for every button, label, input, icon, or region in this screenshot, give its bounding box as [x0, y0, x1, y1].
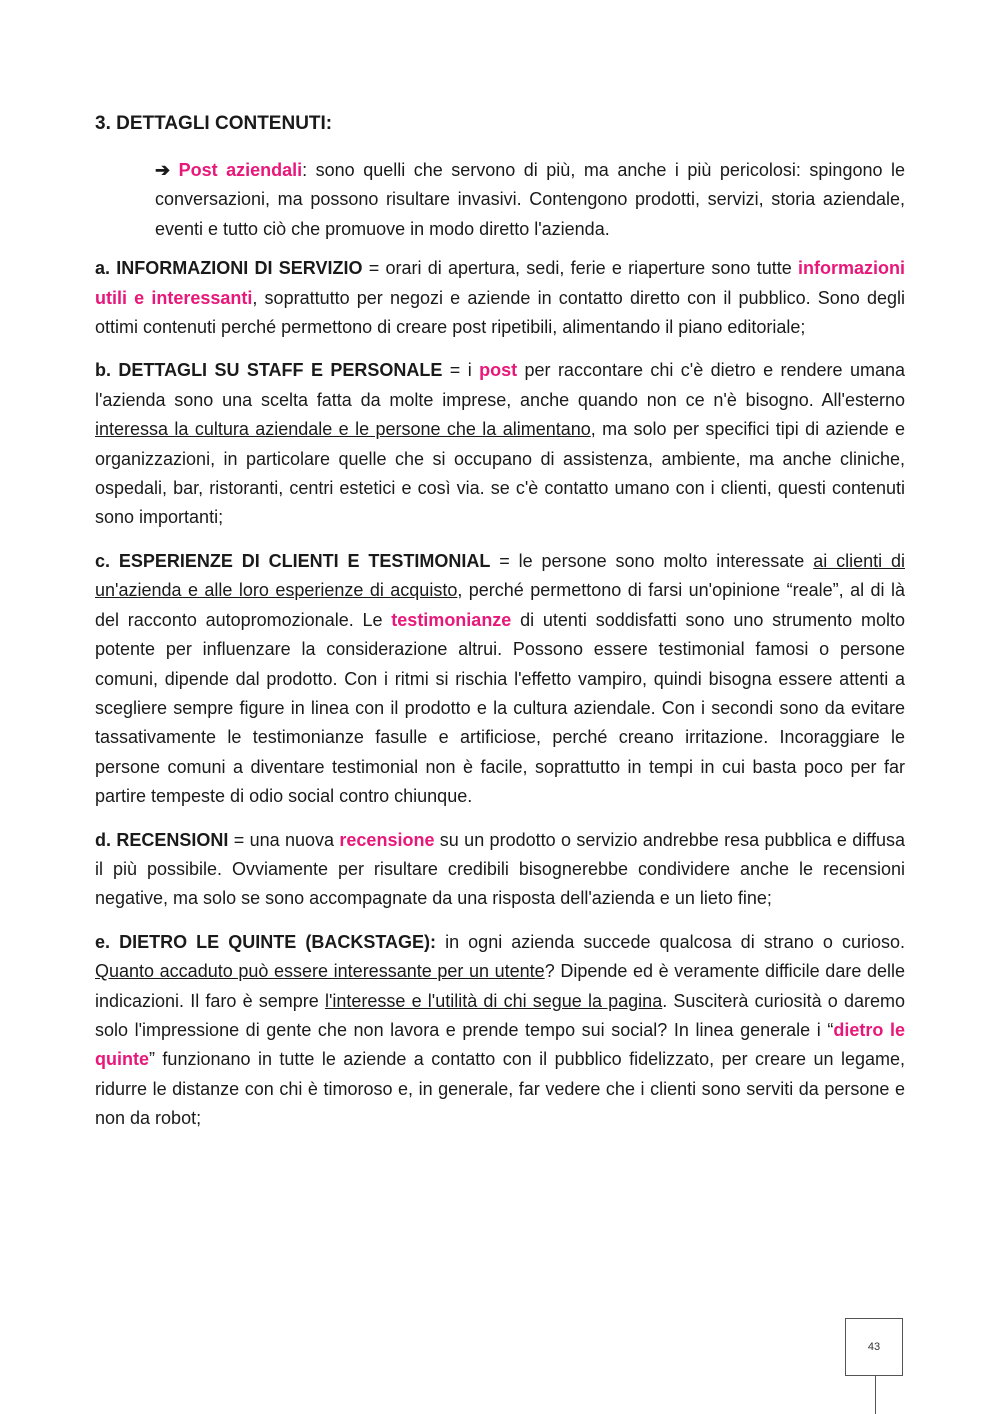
- page-number-divider: [875, 1376, 876, 1414]
- paragraph-d-title: d. RECENSIONI: [95, 829, 229, 850]
- section-title: 3. DETTAGLI CONTENUTI:: [95, 113, 333, 134]
- paragraph-a: [95, 254, 905, 342]
- paragraph-d-text-1: = una nuova: [228, 829, 340, 850]
- page-number-box: [845, 1318, 903, 1376]
- paragraph-b: [95, 356, 905, 532]
- paragraph-b-title: b. DETTAGLI SU STAFF E PERSONALE: [95, 360, 443, 381]
- paragraph-c-title: c. ESPERIENZE DI CLIENTI E TESTIMONIAL: [95, 550, 491, 571]
- paragraph-e-title: e. DIETRO LE QUINTE (BACKSTAGE):: [95, 931, 436, 952]
- paragraph-c-highlight: testimonianze: [391, 609, 512, 630]
- paragraph-e-text-3: . Susciterà curiosità o daremo solo l'impressione di gente che non lavora e prende tempo sui social? In linea generale i “: [95, 990, 905, 1040]
- paragraph-d: [95, 826, 905, 914]
- paragraph-a-text-1: = orari di apertura, sedi, ferie e riaperture sono tutte: [362, 258, 798, 279]
- paragraph-b-underline: interessa la cultura aziendale e le persone che la alimentano: [95, 419, 591, 440]
- intro-term: Post aziendali: [178, 160, 303, 180]
- paragraph-b-text-2: per raccontare chi c'è dietro e rendere umana l'azienda sono una scelta fatta da molte imprese, anche quando non ce n'è bisogno. All'esterno: [95, 360, 905, 410]
- paragraph-d-text-2: su un prodotto o servizio andrebbe resa pubblica e diffusa il più possibile. Ovviamente per risultare credibili bisognerebbe condividere anche le recensioni negative, ma solo se sono accompagnate da una risposta dell'azienda e un lieto fine;: [95, 829, 905, 909]
- paragraph-e-text-1: in ogni azienda succede qualcosa di strano o curioso.: [436, 931, 905, 952]
- paragraph-c-text-1: = le persone sono molto interessate: [490, 550, 814, 571]
- paragraph-c-underline: ai clienti di un'azienda e alle loro esperienze di acquisto: [95, 550, 905, 601]
- intro-text: : sono quelli che servono di più, ma anche i più pericolosi: spingono le conversazioni, ma possono risultare invasivi. Contengono prodotti, servizi, storia aziendale, eventi e tutto ciò che promuove in modo diretto l'azienda.: [155, 160, 905, 239]
- paragraph-c-text-2: , perché permettono di farsi un'opinione “reale”, al di là del racconto autopromozionale. Le: [95, 580, 905, 630]
- paragraph-e-underline-2: l'interesse e l'utilità di chi segue la pagina: [324, 990, 663, 1011]
- paragraph-e: [95, 928, 905, 1134]
- paragraph-e-text-4: ” funzionano in tutte le aziende a contatto con il pubblico fidelizzato, per creare un legame, ridurre le distanze con chi è timoroso e, in generale, far vedere che i clienti sono serviti da persone e non da robot;: [95, 1049, 905, 1129]
- paragraph-b-highlight: post: [479, 360, 518, 381]
- paragraph-b-text-3: , ma solo per specifici tipi di aziende e organizzazioni, in particolare quelle che si occupano di assistenza, ambiente, ma anche cliniche, ospedali, bar, ristoranti, centri estetici e così via. se c'è contatto umano con i clienti, questi contenuti sono importanti;: [95, 419, 905, 528]
- page-content: [95, 110, 905, 1148]
- paragraph-a-highlight: informazioni utili e interessanti: [95, 258, 905, 308]
- paragraph-c: [95, 547, 905, 812]
- paragraph-a-text-2: , soprattutto per negozi e aziende in contatto diretto con il pubblico. Sono degli ottimi contenuti perché permettono di creare post ripetibili, alimentando il piano editoriale;: [95, 287, 905, 338]
- paragraph-e-text-2: ? Dipende ed è veramente difficile dare delle indicazioni. Il faro è sempre: [95, 961, 905, 1011]
- arrow-icon: ➔: [155, 160, 171, 180]
- page-number: 43: [867, 1341, 881, 1353]
- intro-paragraph: [155, 156, 905, 244]
- paragraph-b-text-1: = i: [442, 360, 480, 381]
- paragraph-a-title: a. INFORMAZIONI DI SERVIZIO: [95, 258, 363, 279]
- paragraph-c-text-3: di utenti soddisfatti sono uno strumento molto potente per influenzare la considerazione altrui. Possono essere testimonial famosi o persone comuni, dipende dal prodotto. Con i ritmi si rischia l'effetto vampiro, quindi bisogna essere attenti a scegliere sempre figure in linea con il prodotto e la cultura aziendale. Con i secondi sono da evitare tassativamente le testimonianze fasulle e artificiose, perché creano irritazione. Incoraggiare le persone comuni a diventare testimonial non è facile, soprattutto in tempi in cui basta poco per far partire tempeste di odio social contro chiunque.: [95, 609, 905, 807]
- paragraph-e-underline-1: Quanto accaduto può essere interessante per un utente: [95, 961, 545, 982]
- paragraph-d-highlight: recensione: [339, 829, 435, 850]
- paragraph-e-highlight: dietro le quinte: [95, 1019, 905, 1070]
